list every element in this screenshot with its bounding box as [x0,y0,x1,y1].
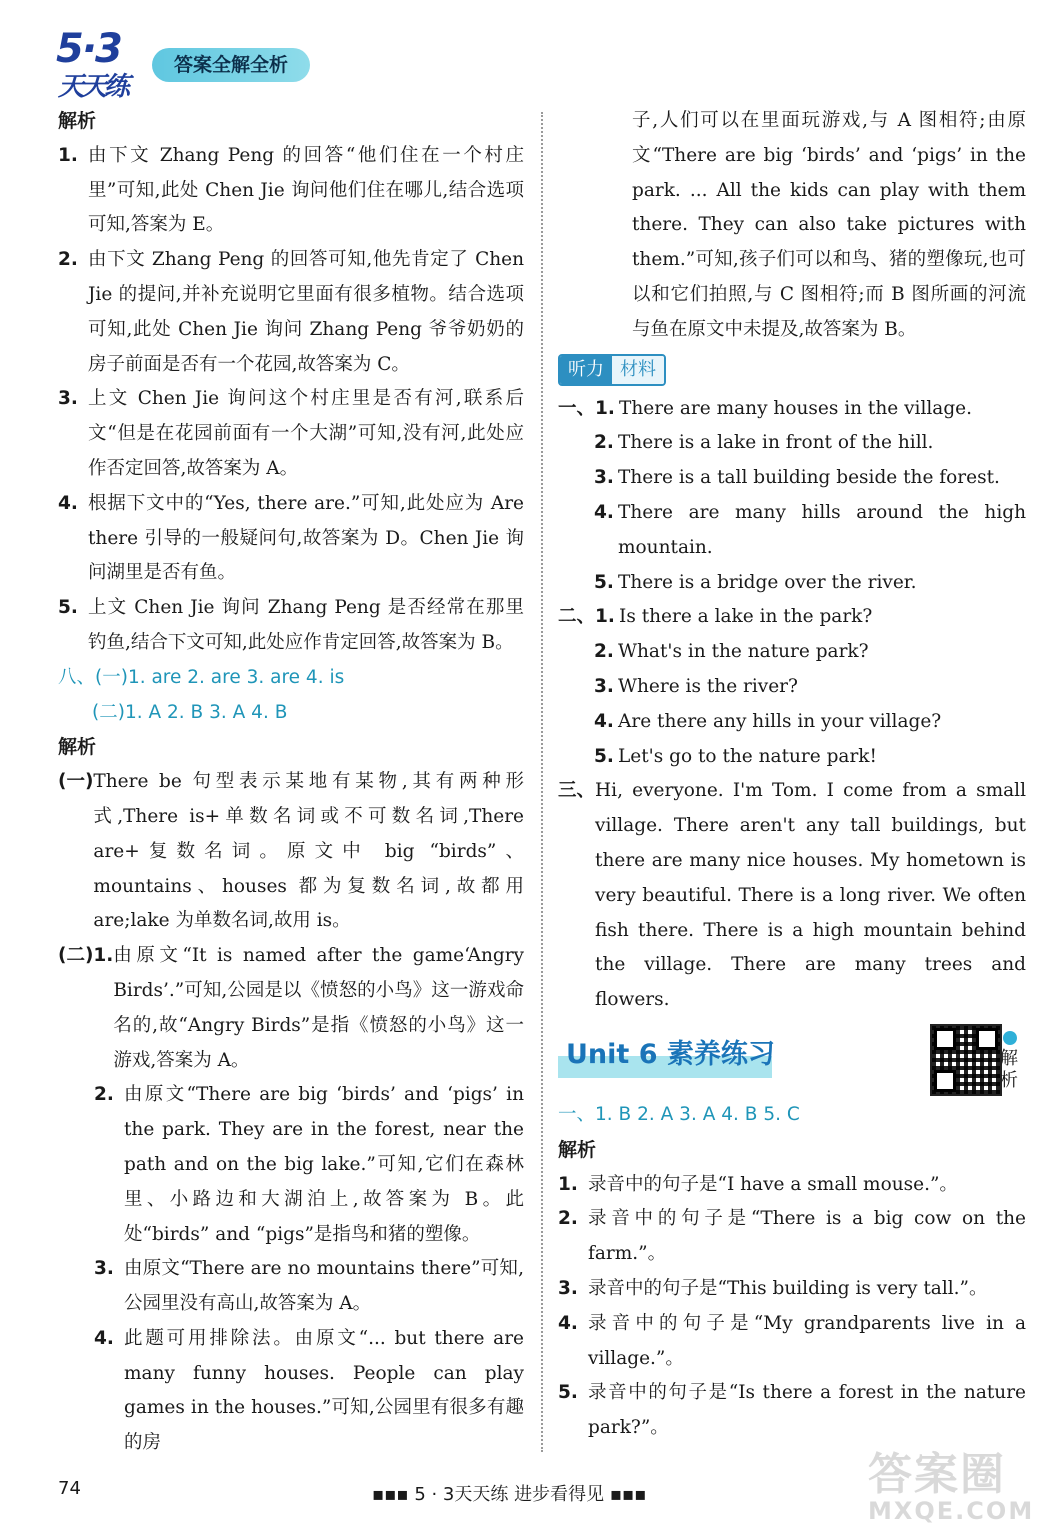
section-lead [558,461,594,496]
listening-material-badge [558,354,666,386]
analysis-item [558,1307,1026,1377]
item-number: 3. [94,1258,114,1280]
item-number: 3. [558,1277,578,1299]
item-number: 2. [594,432,614,454]
item-text: 录音中的句子是“My grandparents live in a village.”。 [588,1312,1026,1369]
item-number: 1. [595,606,615,628]
answer-values: 1. A 2. B 3. A 4. B [124,701,288,723]
item-text: There be 句型表示某地有某物,其有两种形式,There is+单数名词或不可数名词,There are+复数名词。原文中 big “birds”、mountains、houses 都为复数名词,故都用 are;lake 为单数名词,故用 is。 [93,771,524,932]
item-lead: (二)1. [58,945,114,967]
analysis-item [58,591,524,661]
section-lead [558,496,594,566]
sentence-text: Are there any hills in your village? [618,710,942,732]
item-text: 由下文 Zhang Peng 的回答可知,他先肯定了 Chen Jie 的提问,并补充说明它里面有很多植物。结合选项可知,此处 Chen Jie 询问 Zhang Peng 爷爷奶奶的房子前面是否有一个花园,故答案为 C。 [88,249,524,375]
section-heading: 解析 [58,110,97,132]
answer-lead: 八、(一) [58,666,128,688]
sentence-text: There is a bridge over the river. [618,571,917,593]
left-column [58,104,524,1461]
item-number: 1. [595,397,615,419]
item-text: 根据下文中的“Yes, there are.”可知,此处应为 Are there 引导的一般疑问句,故答案为 D。Chen Jie 询问湖里是否有鱼。 [88,492,524,584]
item-text: 录音中的句子是“This building is very tall.”。 [588,1277,988,1299]
analysis-item [58,765,524,939]
badge-right: 材料 [612,356,664,384]
item-number: 2. [558,1208,578,1230]
listening-sentence [558,392,1026,427]
item-number: 5. [594,745,614,767]
logo-number: 5·3 [56,26,121,72]
analysis-item [58,243,524,382]
listening-sentence [558,635,1026,670]
section-heading: 解析 [558,1138,597,1161]
unit-title-band [558,1038,878,1082]
listening-sentence [558,600,1026,635]
answer-lead: 一、 [558,1103,596,1125]
item-text: 此题可用排除法。由原文“... but there are many funny houses. People can play games in the houses.”可知,公园里有很多有趣的房 [124,1327,524,1454]
item-number: 3. [594,675,614,697]
unit-title: Unit 6 素养练习 [566,1038,775,1070]
item-number: 2. [594,641,614,663]
sentence-text: There are many houses in the village. [619,397,972,419]
section-title-pill: 答案全解全析 [152,48,310,82]
analysis-item [558,1168,1026,1203]
analysis-item [558,1202,1026,1272]
listening-sentence [558,496,1026,566]
unit-answers [558,1098,1026,1133]
item-text: 录音中的句子是“Is there a forest in the nature park?”。 [588,1382,1026,1439]
listening-passage [558,774,1026,1018]
sentence-text: There are many hills around the high mountain. [618,501,1026,558]
analysis-sub-item [58,1078,524,1252]
play-icon [1003,1031,1017,1045]
analysis-item [58,382,524,486]
listening-sentence [558,670,1026,705]
item-text: 由原文“There are no mountains there”可知,公园里没有高山,故答案为 A。 [124,1258,524,1315]
item-lead: (一) [58,771,94,793]
analysis-item [58,487,524,591]
item-text: 录音中的句子是“There is a big cow on the farm.”。 [588,1208,1026,1265]
brand-logo [56,26,148,102]
sentence-text: There is a tall building beside the forest. [618,467,1000,489]
answer-row [58,661,524,696]
badge-left: 听力 [560,356,612,384]
section-heading: 解析 [58,736,97,759]
listening-sentence [558,705,1026,740]
answer-row [58,696,524,731]
listening-sentence [558,426,1026,461]
watermark-line2: MXQE.COM [868,1497,1035,1525]
item-number: 4. [594,710,614,732]
answer-values: 1. B 2. A 3. A 4. B 5. C [595,1103,800,1125]
section-lead: 三、 [558,780,596,802]
item-text: 由原文“It is named after the game‘Angry Birds’.”可知,公园是以《愤怒的小鸟》这一游戏命名的,故“Angry Birds”是指《愤怒的小鸟》这一游戏,答案为 A。 [113,945,524,1071]
item-number: 2. [94,1084,114,1106]
item-number: 2. [58,249,78,271]
sentence-text: What's in the nature park? [618,641,869,663]
analysis-item [558,1376,1026,1446]
item-number: 1. [558,1173,578,1195]
answer-lead: (二) [92,701,125,723]
right-column [558,104,1026,1446]
section-lead [558,705,594,740]
section-lead: 一、 [558,397,596,419]
section-lead [558,740,594,775]
page-number: 74 [58,1478,81,1499]
item-number: 5. [558,1382,578,1404]
item-number: 3. [58,388,78,410]
listening-sentence [558,461,1026,496]
item-number: 4. [594,501,614,523]
section-lead [558,635,594,670]
watermark-line1: 答案圈 [868,1449,1006,1500]
passage-text: Hi, everyone. I'm Tom. I come from a small village. There aren't any tall buildings, but there are many nice houses. My hometown is very beautiful. There is a long river. We often fish there. There is a high mountain behind the village. There are many trees and flowers. [595,780,1026,1011]
item-number: 4. [94,1327,114,1349]
sentence-text: Where is the river? [618,675,798,697]
logo-text: 天天练 [58,72,128,102]
analysis-sub-item [58,1252,524,1322]
item-text: 上文 Chen Jie 询问 Zhang Peng 是否经常在那里钓鱼,结合下文可知,此处应作肯定回答,故答案为 B。 [88,597,524,653]
item-number: 3. [594,467,614,489]
sentence-text: There is a lake in front of the hill. [618,432,934,454]
section-lead [558,426,594,461]
item-number: 1. [58,144,78,166]
item-text: 由下文 Zhang Peng 的回答“他们住在一个村庄里”可知,此处 Chen Jie 询问他们住在哪儿,结合选项可知,答案为 E。 [88,144,524,236]
item-text: 由原文“There are big ‘birds’ and ‘pigs’ in the park. They are in the forest, near the path and on the big lake.”可知,它们在森林里、小路边和大湖泊上,故答案为 B。此处“birds” and “pigs”是指鸟和猪的塑像。 [124,1084,524,1245]
analysis-item [58,939,524,1078]
listening-sentence [558,740,1026,775]
section-lead [558,566,594,601]
item-number: 4. [58,492,78,514]
item-text: 录音中的句子是“I have a small mouse.”。 [588,1173,958,1195]
item-number: 4. [558,1312,578,1334]
analysis-sub-item [58,1322,524,1461]
listening-sentence [558,566,1026,601]
answer-values: 1. are 2. are 3. are 4. is [127,666,345,688]
section-lead: 二、 [558,606,596,628]
sentence-text: Let's go to the nature park! [618,745,877,767]
analysis-item [558,1272,1026,1307]
watermark-logo [868,1449,1040,1528]
sentence-text: Is there a lake in the park? [619,606,873,628]
item-number: 5. [58,597,78,619]
qr-label: 解析 [1000,1048,1018,1091]
continued-analysis: 子,人们可以在里面玩游戏,与 A 图相符;由原文“There are big ‘birds’ and ‘pigs’ in the park. ... All the kids can play with them there. They can also take pictures with them.”可知,孩子们可以和鸟、猪的塑像玩,也可以和它们拍照,与 C 图相符;而 B 图所画的河流与鱼在原文中未提及,故答案为 B。 [632,110,1026,340]
section-lead [558,670,594,705]
analysis-item [58,139,524,243]
item-text: 上文 Chen Jie 询问这个村庄里是否有河,联系后文“但是在花园前面有一个大湖”可知,没有河,此处应作否定回答,故答案为 A。 [88,388,524,479]
footer-slogan: ▪▪▪ 5 · 3天天练 进步看得见 ▪▪▪ [372,1484,647,1505]
qr-code-icon[interactable] [930,1024,1002,1096]
item-number: 5. [594,571,614,593]
column-divider [541,112,543,1452]
